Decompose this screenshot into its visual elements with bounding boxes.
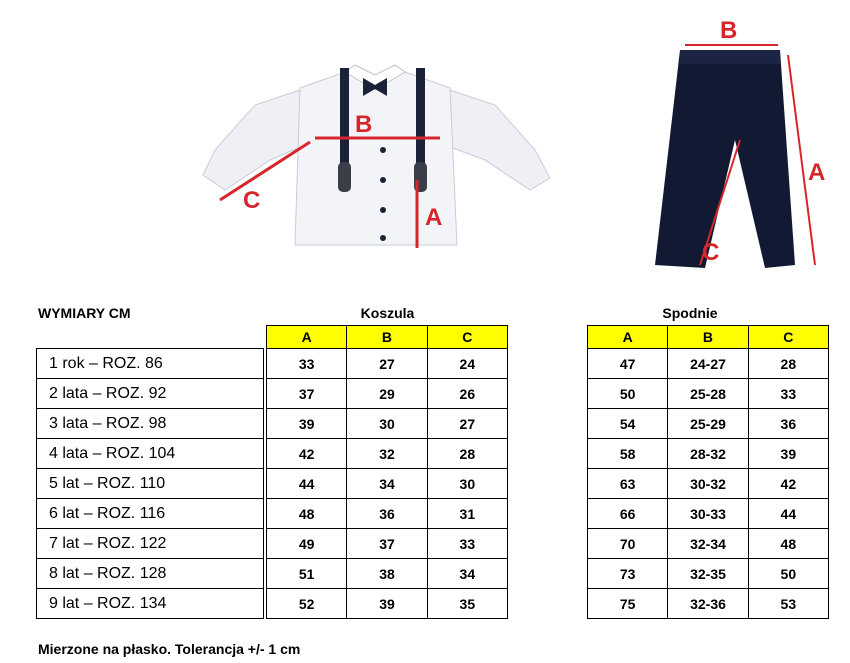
shirt-button <box>380 147 386 153</box>
shirt-label-b: B <box>355 111 373 138</box>
table-cell: 48 <box>267 499 347 529</box>
table-cell: 34 <box>427 559 507 589</box>
table-cell: 58 <box>588 439 668 469</box>
table-cell: 30-32 <box>668 469 748 499</box>
table-cell: 35 <box>427 589 507 619</box>
table-row <box>588 409 829 439</box>
table-cell: 28 <box>748 349 828 379</box>
table-cell: 66 <box>588 499 668 529</box>
shirt-drawing <box>195 50 565 265</box>
shirt-button <box>380 207 386 213</box>
table-cell: 29 <box>347 379 427 409</box>
table-row <box>267 349 508 379</box>
table-cell: 42 <box>748 469 828 499</box>
table-row <box>267 559 508 589</box>
size-label: 7 lat – ROZ. 122 <box>37 529 264 559</box>
pants-shape <box>655 50 795 268</box>
pants-waistband <box>680 50 780 64</box>
table-cell: 33 <box>427 529 507 559</box>
table-cell: 33 <box>748 379 828 409</box>
table-cell: 39 <box>267 409 347 439</box>
table-row <box>588 559 829 589</box>
table-cell: 36 <box>347 499 427 529</box>
size-label: 2 lata – ROZ. 92 <box>37 379 264 409</box>
table-cell: 25-29 <box>668 409 748 439</box>
table-row <box>588 589 829 619</box>
table-cell: 27 <box>427 409 507 439</box>
table-row <box>267 439 508 469</box>
table-cell: 36 <box>748 409 828 439</box>
left-suspender <box>340 68 349 163</box>
pants-drawing <box>640 10 840 280</box>
size-label: 4 lata – ROZ. 104 <box>37 439 264 469</box>
table-cell: 32-34 <box>668 529 748 559</box>
table-cell: 44 <box>748 499 828 529</box>
left-suspender-clip <box>338 162 351 192</box>
table-cell: 49 <box>267 529 347 559</box>
table-cell: 32-35 <box>668 559 748 589</box>
table-row <box>588 349 829 379</box>
pants-illustration <box>640 10 840 280</box>
table-cell: 34 <box>347 469 427 499</box>
size-label: 1 rok – ROZ. 86 <box>37 349 264 379</box>
table-cell: 50 <box>748 559 828 589</box>
table-cell: 39 <box>347 589 427 619</box>
column-header: A <box>267 326 347 349</box>
table-row <box>37 559 264 589</box>
table-cell: 32 <box>347 439 427 469</box>
measurement-note: Mierzone na płasko. Tolerancja +/- 1 cm <box>38 641 301 657</box>
column-header: A <box>588 326 668 349</box>
table-row <box>267 379 508 409</box>
table-cell: 54 <box>588 409 668 439</box>
table-cell: 30 <box>347 409 427 439</box>
right-suspender <box>416 68 425 163</box>
table-row <box>267 589 508 619</box>
table-cell: 44 <box>267 469 347 499</box>
table-cell: 32-36 <box>668 589 748 619</box>
table-cell: 70 <box>588 529 668 559</box>
table-row <box>588 469 829 499</box>
table-row <box>37 439 264 469</box>
table-cell: 37 <box>347 529 427 559</box>
table-cell: 30-33 <box>668 499 748 529</box>
table-cell: 27 <box>347 349 427 379</box>
table-cell: 73 <box>588 559 668 589</box>
table-cell: 28 <box>427 439 507 469</box>
table-cell: 42 <box>267 439 347 469</box>
shirt-label-a: A <box>425 204 443 231</box>
table-cell: 24-27 <box>668 349 748 379</box>
table-cell: 47 <box>588 349 668 379</box>
table-row <box>588 499 829 529</box>
table-cell: 28-32 <box>668 439 748 469</box>
pants-label-b: B <box>720 17 738 44</box>
right-sleeve <box>445 90 550 190</box>
table-cell: 33 <box>267 349 347 379</box>
pants-label-a: A <box>808 159 826 186</box>
table-cell: 51 <box>267 559 347 589</box>
size-labels-table <box>36 348 264 619</box>
table-cell: 24 <box>427 349 507 379</box>
table-row <box>588 439 829 469</box>
table-row <box>37 469 264 499</box>
table-row <box>267 499 508 529</box>
table-cell: 39 <box>748 439 828 469</box>
shirt-button <box>380 177 386 183</box>
column-header: C <box>427 326 507 349</box>
table-cell: 50 <box>588 379 668 409</box>
shirt-size-table <box>266 325 508 619</box>
table-row <box>588 529 829 559</box>
table-cell: 26 <box>427 379 507 409</box>
table-cell: 38 <box>347 559 427 589</box>
table-row <box>588 379 829 409</box>
shirt-button <box>380 235 386 241</box>
table-cell: 30 <box>427 469 507 499</box>
size-label: 6 lat – ROZ. 116 <box>37 499 264 529</box>
column-header: C <box>748 326 828 349</box>
table-cell: 53 <box>748 589 828 619</box>
size-label: 5 lat – ROZ. 110 <box>37 469 264 499</box>
pants-label-c: C <box>702 239 720 266</box>
column-header: B <box>668 326 748 349</box>
left-sleeve <box>203 90 305 190</box>
table-header-row <box>588 326 829 349</box>
shirt-table-title: Koszula <box>360 305 415 321</box>
table-row <box>37 379 264 409</box>
shirt-illustration <box>195 50 565 265</box>
size-label: 3 lata – ROZ. 98 <box>37 409 264 439</box>
size-label: 9 lat – ROZ. 134 <box>37 589 264 619</box>
table-cell: 63 <box>588 469 668 499</box>
table-header-row <box>267 326 508 349</box>
table-row <box>267 469 508 499</box>
table-cell: 48 <box>748 529 828 559</box>
table-row <box>37 589 264 619</box>
table-cell: 37 <box>267 379 347 409</box>
table-row <box>37 499 264 529</box>
table-row <box>37 409 264 439</box>
table-cell: 75 <box>588 589 668 619</box>
table-row <box>37 529 264 559</box>
shirt-label-c: C <box>243 187 261 214</box>
table-row <box>267 409 508 439</box>
pants-size-table <box>587 325 829 619</box>
dimensions-title: WYMIARY CM <box>38 305 131 321</box>
column-header: B <box>347 326 427 349</box>
size-label: 8 lat – ROZ. 128 <box>37 559 264 589</box>
table-cell: 31 <box>427 499 507 529</box>
pants-table-title: Spodnie <box>662 305 718 321</box>
table-cell: 52 <box>267 589 347 619</box>
table-row <box>37 349 264 379</box>
table-cell: 25-28 <box>668 379 748 409</box>
table-row <box>267 529 508 559</box>
